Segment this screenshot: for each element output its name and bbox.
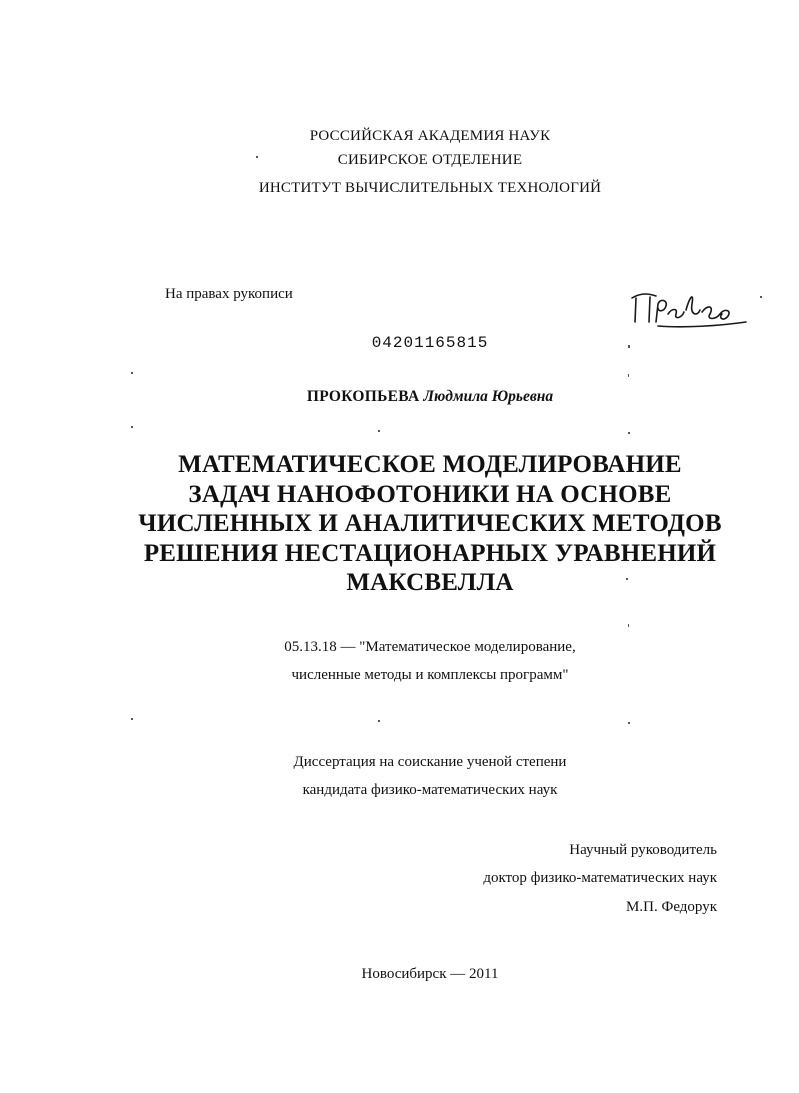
scan-speck [131, 718, 133, 720]
catalog-number: 04201165815 [371, 334, 489, 352]
scan-speck [628, 432, 630, 434]
org-academy: РОССИЙСКАЯ АКАДЕМИЯ НАУК [309, 128, 551, 144]
specialty-line-2: численные методы и комплексы программ" [291, 667, 569, 683]
title-line: ЗАДАЧ НАНОФОТОНИКИ НА ОСНОВЕ [188, 480, 672, 508]
author-surname: ПРОКОПЬЕВА [306, 388, 420, 405]
scan-speck [131, 426, 133, 428]
scan-speck [628, 374, 629, 377]
scan-speck [628, 722, 630, 724]
title-line: РЕШЕНИЯ НЕСТАЦИОНАРНЫХ УРАВНЕНИЙ [143, 539, 717, 567]
scan-speck [628, 624, 629, 627]
scan-speck [378, 720, 380, 722]
signature-image [628, 286, 750, 334]
rights-note: На правах рукописи [165, 286, 293, 302]
title-line: ЧИСЛЕННЫХ И АНАЛИТИЧЕСКИХ МЕТОДОВ [138, 510, 722, 537]
title-line: МАКСВЕЛЛА [346, 569, 514, 596]
supervisor-name: М.П. Федорук [626, 899, 717, 915]
author [0, 388, 799, 406]
org-institute: ИНСТИТУТ ВЫЧИСЛИТЕЛЬНЫХ ТЕХНОЛОГИЙ [258, 180, 602, 196]
scan-speck [628, 345, 630, 348]
scan-speck [378, 430, 380, 432]
dissertation-title [0, 450, 799, 598]
supervisor-degree: доктор физико-математических наук [483, 870, 717, 886]
org-branch: СИБИРСКОЕ ОТДЕЛЕНИЕ [337, 152, 523, 168]
scan-speck [626, 578, 628, 580]
degree-line-1: Диссертация на соискание ученой степени [293, 754, 567, 770]
scan-speck [760, 296, 762, 298]
city-year: Новосибирск — 2011 [361, 966, 499, 982]
scan-speck [256, 156, 258, 158]
supervisor-role: Научный руководитель [569, 842, 717, 858]
degree-line-2: кандидата физико-математических наук [302, 782, 558, 798]
author-given-names: Людмила Юрьевна [423, 388, 554, 405]
title-line: МАТЕМАТИЧЕСКОЕ МОДЕЛИРОВАНИЕ [178, 451, 682, 478]
specialty-line-1: 05.13.18 — "Математическое моделирование, [284, 639, 576, 655]
scan-speck [131, 372, 133, 374]
